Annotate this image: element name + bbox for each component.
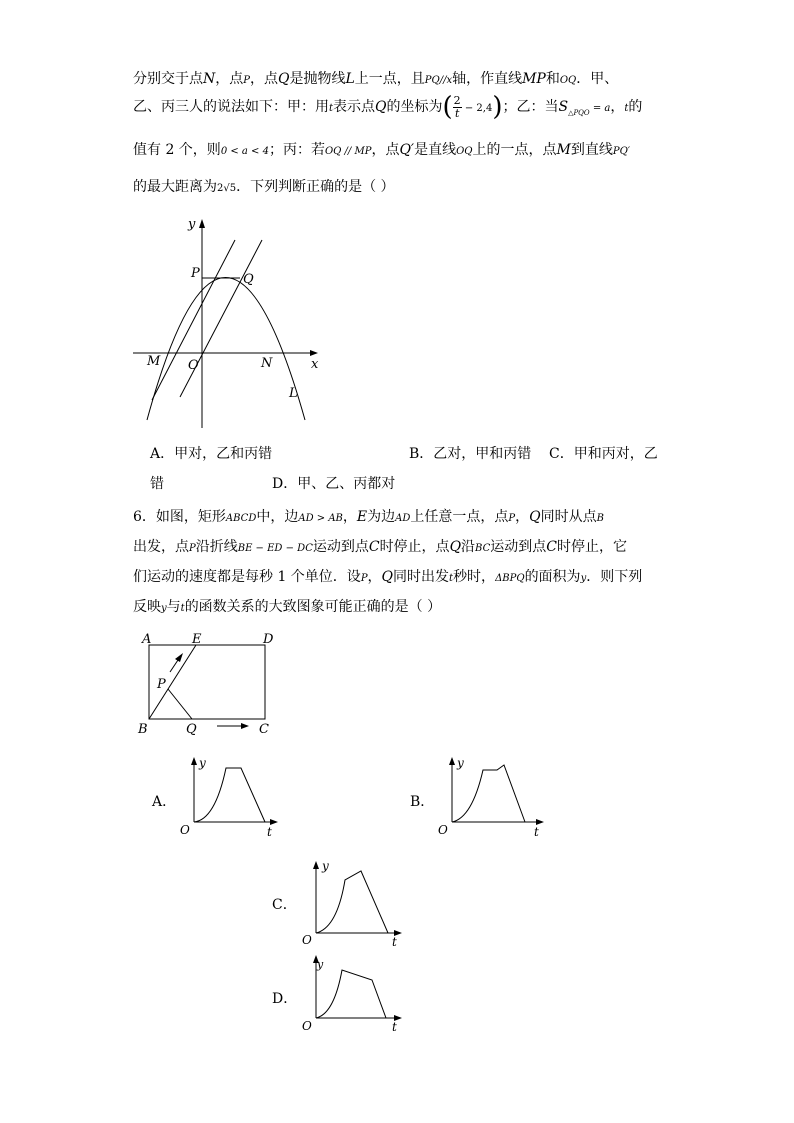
text: 时停止，点 [379,539,450,555]
math: B [596,513,604,524]
math: M [556,142,571,158]
math: AD [395,513,411,524]
text: ．甲、 [576,71,619,87]
text: 的坐标为 [386,99,443,115]
math: P [243,75,250,86]
math: P [360,573,368,584]
text: 的 [628,99,643,115]
paren-right: ) [492,92,503,122]
graph-b-t: t [534,825,539,839]
math: Q [529,509,541,525]
math: BC [475,543,491,554]
graph-d-t: t [392,1020,397,1034]
text: 的最大距离为 [133,179,217,195]
graph-c-label: C． [272,897,297,913]
math: PQ′ [612,146,631,157]
math: P [508,513,516,524]
math: t [449,573,454,584]
graph-d-y: y [317,958,324,971]
math: Q′ [399,142,415,158]
math: x [446,75,453,86]
text: 乙、丙三人的说法如下：甲：用 [133,99,329,115]
graph-a-label: A． [152,794,177,810]
text: 运动到点 [312,539,369,555]
text: 沿折线 [195,539,238,555]
math: ABCD [225,513,257,524]
math: C [368,539,380,555]
label-M: M [147,354,161,369]
fraction-denominator: t [454,106,460,120]
graph-d-curve [316,970,386,1018]
text: ，点 [249,71,278,87]
math: Q [375,99,387,115]
math: OQ [559,75,577,86]
label-N: N [261,356,273,371]
text: 的面积为 [524,569,581,585]
subscript: △PQO [568,108,590,117]
math: t [180,603,185,614]
math: Q [277,71,290,87]
math: t [624,103,629,114]
text: ；乙：当 [502,99,559,115]
label-x: x [311,357,319,372]
text: 与 [166,599,181,615]
text: 轴，作直线 [452,71,523,87]
math: OQ // MP [324,146,372,157]
math: E [356,509,368,525]
text: 沿 [461,539,476,555]
text: ．则下列 [586,569,643,585]
text: 秒时， [453,569,496,585]
text: 表示点 [333,99,376,115]
option-d: D．甲、乙、丙都对 [272,476,396,492]
text: 出发，点 [133,539,189,555]
option-a: A．甲对，乙和丙错 [150,446,273,462]
text: 是抛物线 [289,71,346,87]
graph-b-label: B． [410,794,435,810]
graph-a-O: O [180,823,190,837]
text: 同时从点 [540,509,597,525]
label-Q: Q [186,722,197,737]
graph-c-y: y [322,859,329,873]
text: 中，边 [256,509,299,525]
paren-left: ( [442,92,453,122]
option-c: C．甲和丙对，乙 [549,446,658,462]
text: 6．如图，矩形 [133,509,226,525]
math: Q [381,569,394,585]
text: 运动到点 [490,539,547,555]
text: 值有 2 个，则 [133,142,221,158]
text: 为边 [367,509,396,525]
label-A: A [142,632,152,647]
math: AD > AB [298,513,343,524]
label-y: y [188,217,196,232]
text: 的函数关系的大致图象可能正确的是（ ） [184,599,442,615]
math: 2√5 [217,183,237,194]
math: L [345,71,355,87]
text: ， [515,509,530,525]
label-P: P [157,677,166,692]
math: // [439,75,447,86]
math: N [203,71,216,87]
math: C [546,539,557,555]
text: ，点 [371,142,400,158]
text: 和 [545,71,560,87]
math: y [580,573,587,584]
graph-d-O: O [302,1019,312,1033]
text: ， [610,99,625,115]
math: P [189,543,196,554]
math: BE − ED − DC [237,543,313,554]
label-O: O [188,358,199,373]
text: 上任意一点，点 [410,509,509,525]
label-B: B [138,722,148,737]
label-P: P [191,266,200,281]
label-D: D [263,632,274,647]
math: = a [589,103,611,114]
math: ΔBPQ [495,573,525,584]
label-Q: Q [243,272,254,287]
math: y [161,603,167,614]
option-c-cont: 错 [150,476,164,492]
option-b: B．乙对，甲和丙错 [409,446,532,462]
graph-b-O: O [438,823,448,837]
text: ， [342,509,357,525]
graph-b-y: y [457,756,464,770]
text: 上的一点，点 [472,142,557,158]
coord: − 2,4 [461,103,493,114]
math: PQ [424,75,440,86]
text: ．下列判断正确的是（ ） [236,179,395,195]
text: 上一点，且 [354,71,425,87]
math: MP [522,71,546,87]
math: t [329,103,334,114]
text: 反映 [133,599,161,615]
graph-a-y: y [199,756,206,770]
text: ；丙：若 [268,142,325,158]
text: 是直线 [414,142,457,158]
fraction-numerator: 2 [453,93,461,107]
text: ，点 [215,71,244,87]
text: 分别交于点 [133,71,203,87]
text: 时停止，它 [556,539,627,555]
label-E: E [192,632,202,647]
label-C: C [259,722,269,737]
text: 同时出发 [393,569,450,585]
text: 们运动的速度都是每秒 1 个单位．设 [133,569,361,585]
graph-c-O: O [302,933,312,947]
text: ， [367,569,382,585]
math: OQ [456,146,473,157]
text: 到直线 [570,142,613,158]
label-L: L [289,386,298,401]
math: Q [449,539,462,555]
graph-d-label: D． [272,991,298,1007]
math: 0 < a < 4 [220,146,269,157]
graph-c-t: t [392,935,397,949]
graph-a-t: t [267,825,272,839]
math: S [558,99,569,115]
